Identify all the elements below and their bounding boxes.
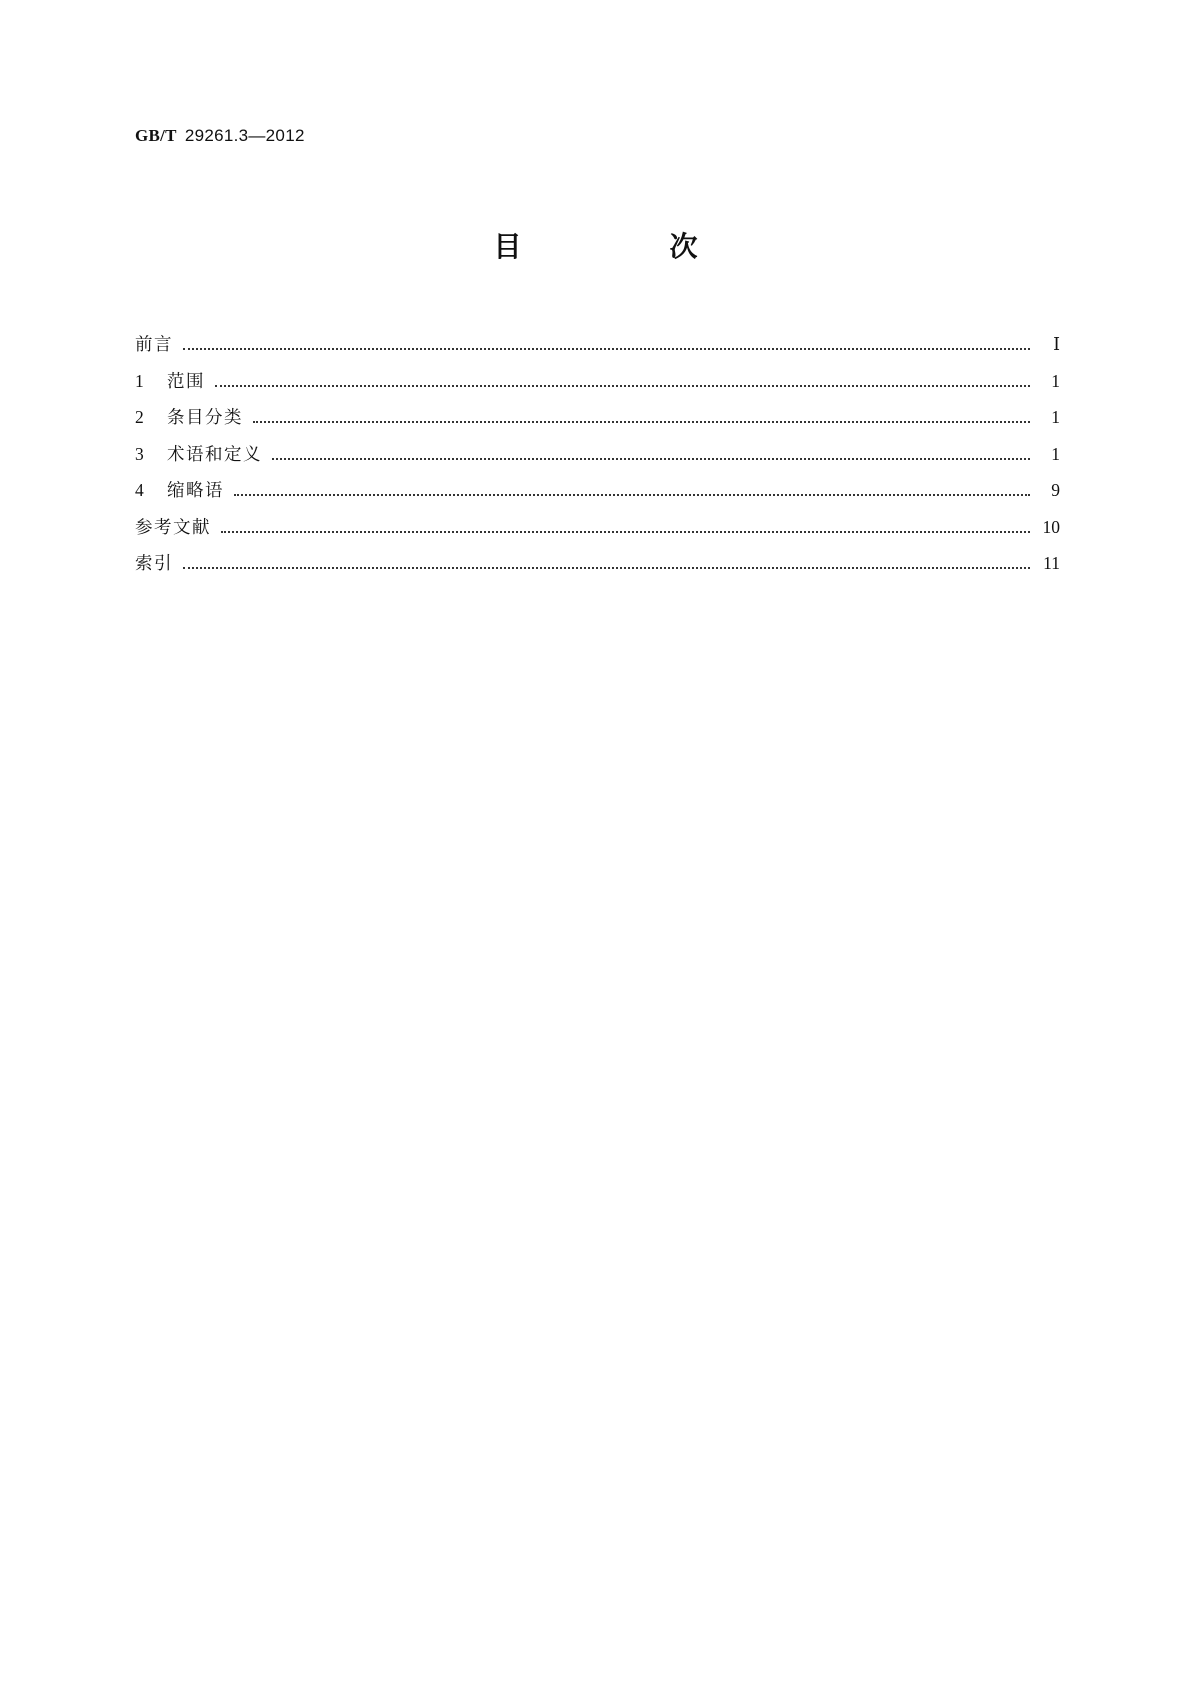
toc-leader-dots <box>234 493 1030 496</box>
toc-leader-dots <box>272 457 1030 460</box>
toc-entry-label: 参考文献 <box>135 517 211 538</box>
toc-leader-dots <box>183 566 1030 569</box>
toc-entry-index[interactable] <box>135 545 1060 582</box>
toc-entry-bibliography[interactable] <box>135 509 1060 546</box>
toc-entry-number: 3 <box>135 443 146 464</box>
toc-entry-page: 1 <box>1051 407 1060 427</box>
toc-entry-label: 术语和定义 <box>167 444 262 465</box>
toc-entry-label: 条目分类 <box>167 408 243 428</box>
standard-prefix: GB/T <box>135 126 177 145</box>
standard-code <box>135 126 305 146</box>
standard-number: 29261.3—2012 <box>184 126 305 145</box>
toc-title: 目 次 <box>493 230 758 263</box>
toc-leader-dots <box>215 384 1030 387</box>
toc-entry-classification[interactable] <box>135 399 1060 436</box>
toc-entry-foreword[interactable] <box>135 326 1060 363</box>
toc-entry-abbreviations[interactable] <box>135 472 1060 509</box>
toc-entry-label: 范围 <box>167 371 205 392</box>
toc-entry-page: 11 <box>1043 553 1060 573</box>
toc-entry-terms-definitions[interactable] <box>135 436 1060 473</box>
toc-leader-dots <box>221 530 1030 533</box>
toc-entry-page: 10 <box>1042 516 1060 537</box>
toc-entry-label: 缩略语 <box>167 481 224 501</box>
toc-entry-scope[interactable] <box>135 363 1060 400</box>
toc-leader-dots <box>253 420 1030 423</box>
toc-entry-page: 1 <box>1051 443 1060 464</box>
toc-entry-label: 索引 <box>135 554 173 574</box>
toc-entry-page: 9 <box>1051 480 1060 500</box>
toc-entry-number: 1 <box>135 370 146 391</box>
toc-entry-number: 4 <box>135 480 146 500</box>
table-of-contents <box>135 326 1060 582</box>
toc-entry-label: 前言 <box>135 335 173 355</box>
toc-entry-page: Ⅰ <box>1053 334 1060 354</box>
toc-entry-number: 2 <box>135 407 146 427</box>
toc-leader-dots <box>183 347 1030 350</box>
toc-entry-page: 1 <box>1051 370 1060 391</box>
